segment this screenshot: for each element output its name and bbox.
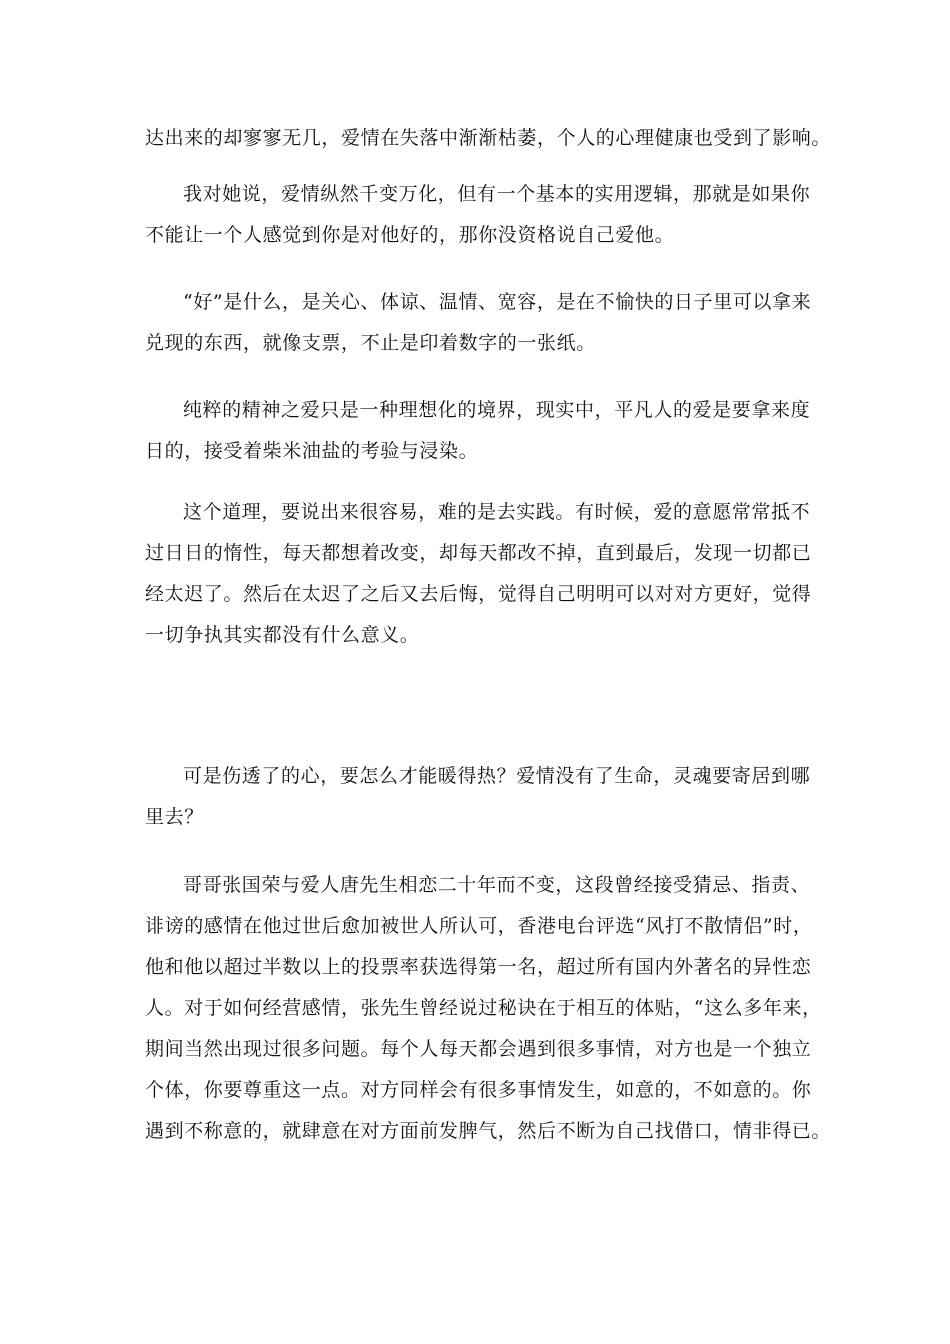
- paragraph: [145, 865, 835, 1152]
- text-line: 哥哥张国荣与爱人唐先生相恋二十年而不变，这段曾经接受猜忌、指责、: [183, 874, 811, 896]
- paragraph: [145, 756, 835, 838]
- paragraph: [145, 492, 835, 656]
- text-line: 个体，你要尊重这一点。对方同样会有很多事情发生，如意的，不如意的。你: [145, 1079, 812, 1101]
- text-line: 一切争执其实都没有什么意义。: [145, 624, 420, 646]
- text-line: 我对她说，爱情纵然千变万化，但有一个基本的实用逻辑，那就是如果你: [183, 183, 811, 205]
- text-line: 经太迟了。然后在太迟了之后又去后悔，觉得自己明明可以对对方更好，觉得: [145, 583, 812, 605]
- paragraph: [145, 174, 835, 256]
- text-line: 达出来的却寥寥无几，爱情在失落中渐渐枯萎，个人的心理健康也受到了影响。: [145, 127, 832, 149]
- text-line: 日的，接受着柴米油盐的考验与浸染。: [145, 440, 479, 462]
- text-line: 遇到不称意的，就肆意在对方面前发脾气，然后不断为自己找借口，情非得已。: [145, 1120, 832, 1142]
- text-line: 不能让一个人感觉到你是对他好的，那你没资格说自己爱他。: [145, 224, 675, 246]
- text-line: 过日日的惰性，每天都想着改变，却每天都改不掉，直到最后，发现一切都已: [145, 542, 812, 564]
- text-line: 兑现的东西，就像支票，不止是印着数字的一张纸。: [145, 332, 596, 354]
- paragraph: [145, 390, 835, 472]
- text-line: 诽谤的感情在他过世后愈加被世人所认可，香港电台评选“风打不散情侣”时，: [145, 915, 813, 937]
- text-line: 这个道理，要说出来很容易，难的是去实践。有时候，爱的意愿常常抵不: [183, 501, 811, 523]
- text-line: 期间当然出现过很多问题。每个人每天都会遇到很多事情，对方也是一个独立: [145, 1038, 812, 1060]
- text-line: 纯粹的精神之爱只是一种理想化的境界，现实中，平凡人的爱是要拿来度: [183, 399, 811, 421]
- text-line: 他和他以超过半数以上的投票率获选得第一名，超过所有国内外著名的异性恋: [145, 956, 812, 978]
- text-line: 可是伤透了的心，要怎么才能暖得热？爱情没有了生命，灵魂要寄居到哪: [183, 765, 811, 787]
- text-line: 人。对于如何经营感情，张先生曾经说过秘诀在于相互的体贴，“这么多年来，: [145, 997, 822, 1019]
- paragraph: [145, 282, 835, 364]
- text-line: 里去？: [145, 806, 204, 828]
- text-line: “好”是什么，是关心、体谅、温情、宽容，是在不愉快的日子里可以拿来: [183, 291, 812, 313]
- paragraph: [145, 118, 835, 159]
